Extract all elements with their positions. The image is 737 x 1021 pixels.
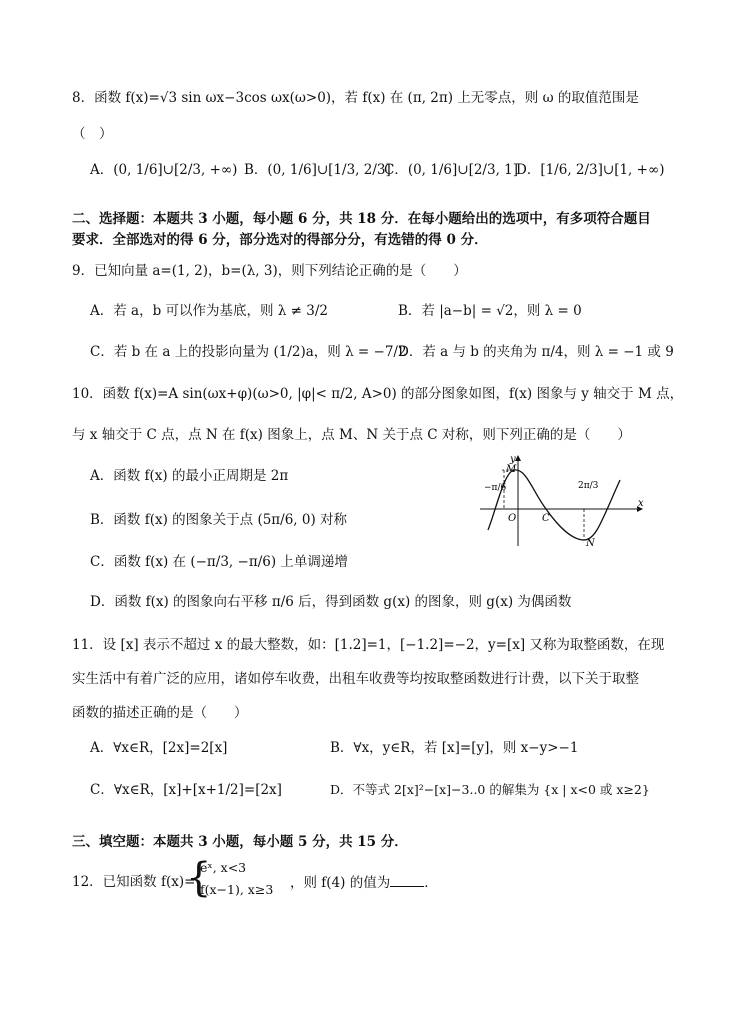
q11-stem-cont: 实生活中有着广泛的应用，诸如停车收费，出租车收费等均按取整函数进行计费，以下关于取整 [72, 671, 639, 687]
q12-prefix: 12．已知函数 f(x)= [72, 874, 196, 890]
point-n-label: N [586, 538, 595, 549]
q12-suffix [290, 872, 438, 893]
q11-option-d[interactable]: D．不等式 2[x]²−[x]−3..0 的解集为 {x | x<0 或 x≥2} [330, 782, 650, 797]
section3-heading: 三、填空题：本题共 3 小题，每小题 5 分，共 15 分． [72, 834, 408, 850]
q12-piece-1: eˣ, x<3 [200, 860, 247, 875]
q11-stem: 11．设 [x] 表示不超过 x 的最大整数，如：[1.2]=1，[−1.2]=−2，y=[x] 又称为取整函数，在现 [72, 637, 665, 653]
q12-answer-blank[interactable] [390, 872, 424, 887]
x-axis-label: x [638, 498, 644, 509]
section2-heading: 二、选择题：本题共 3 小题，每小题 6 分，共 18 分．在每小题给出的选项中，有多项符合题目 [72, 211, 651, 227]
q9-stem: 9．已知向量 a=(1, 2)，b=(λ, 3)，则下列结论正确的是（ ） [72, 263, 467, 279]
q12-end: ． [424, 875, 438, 891]
q10-stem: 10．函数 f(x)=A sin(ωx+φ)(ω>0, |φ|< π/2, A>0) 的部分图象如图，f(x) 图象与 y 轴交于 M 点， [72, 386, 684, 402]
q8-option-b[interactable]: B．(0, 1/6]∪[1/3, 2/3] [244, 162, 391, 178]
y-axis-label: y [510, 454, 516, 465]
q9-option-c[interactable]: C．若 b 在 a 上的投影向量为 (1/2)a，则 λ = −7/2 [90, 344, 407, 360]
q12-piece-2: f(x−1), x≥3 [200, 882, 274, 897]
q12-piecewise [186, 856, 286, 904]
section2-heading-cont: 要求．全部选对的得 6 分，部分选对的得部分分，有选错的得 0 分． [72, 232, 488, 248]
q8-stem: 8．函数 f(x)=√3 sin ωx−3cos ωx(ω>0)，若 f(x) 在 (π, 2π) 上无零点，则 ω 的取值范围是 [72, 90, 639, 106]
q10-option-a[interactable]: A．函数 f(x) 的最小正周期是 2π [90, 468, 289, 484]
q10-stem-cont: 与 x 轴交于 C 点，点 N 在 f(x) 图象上，点 M、N 关于点 C 对称，则下列正确的是（ ） [72, 427, 631, 443]
q10-option-d[interactable]: D．函数 f(x) 的图象向右平移 π/6 后，得到函数 g(x) 的图象，则 g(x) 为偶函数 [90, 594, 572, 610]
point-c-label: C [542, 513, 550, 524]
q9-option-d[interactable]: D．若 a 与 b 的夹角为 π/4，则 λ = −1 或 9 [398, 344, 674, 360]
q12-suffix-text: ，则 f(4) 的值为 [290, 875, 391, 891]
q11-option-b[interactable]: B．∀x，y∈R，若 [x]=[y]，则 x−y>−1 [330, 740, 579, 756]
point-m-label: M [506, 464, 517, 475]
q8-answer-paren: （ ） [72, 126, 113, 142]
piecewise-brace: { [186, 855, 212, 901]
origin-label: O [508, 513, 517, 524]
tick-neg-pi-6: −π/6 [484, 483, 507, 493]
q9-option-b[interactable]: B．若 |a−b| = √2，则 λ = 0 [398, 303, 582, 319]
q8-option-c[interactable]: C．(0, 1/6]∪[2/3, 1] [384, 162, 519, 178]
q9-option-a[interactable]: A．若 a，b 可以作为基底，则 λ ≠ 3/2 [90, 303, 328, 319]
q11-option-a[interactable]: A．∀x∈R，[2x]=2[x] [90, 740, 228, 756]
sine-curve [488, 470, 620, 540]
q10-graph [474, 450, 654, 550]
q8-option-a[interactable]: A．(0, 1/6]∪[2/3, +∞) [90, 162, 238, 178]
tick-2pi-3: 2π/3 [578, 481, 599, 491]
q11-stem-cont2: 函数的描述正确的是（ ） [72, 705, 248, 721]
q10-option-b[interactable]: B．函数 f(x) 的图象关于点 (5π/6, 0) 对称 [90, 512, 348, 528]
q8-option-d[interactable]: D．[1/6, 2/3]∪[1, +∞) [516, 162, 665, 178]
q11-option-c[interactable]: C．∀x∈R，[x]+[x+1/2]=[2x] [90, 782, 282, 798]
q10-option-c[interactable]: C．函数 f(x) 在 (−π/3, −π/6) 上单调递增 [90, 554, 348, 570]
